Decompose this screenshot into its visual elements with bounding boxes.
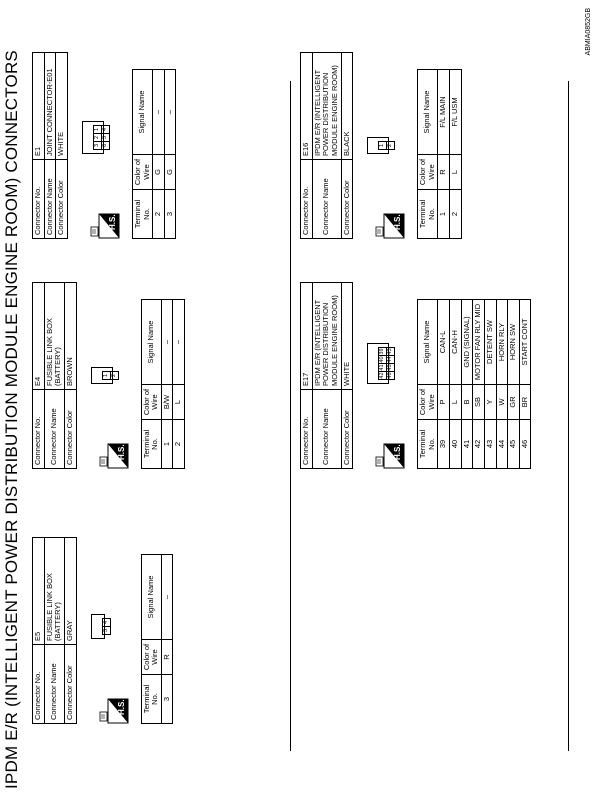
terminal-no-header: Terminal No. bbox=[141, 675, 161, 724]
signal-name: – bbox=[161, 300, 173, 385]
connector-name-value: IPDM E/R (INTELLIGENT POWER DISTRIBUTION MODULE ENGINE ROOM) bbox=[312, 53, 341, 160]
connector-name-row bbox=[44, 53, 56, 239]
pin-3: 3 bbox=[102, 626, 111, 635]
wire-color-header: Color of Wire bbox=[132, 155, 152, 190]
connector-name-row bbox=[44, 283, 64, 469]
terminal-no-header: Terminal No. bbox=[418, 420, 438, 469]
terminal-table bbox=[417, 299, 531, 469]
terminal-no: 46 bbox=[519, 420, 531, 469]
connector-color-row bbox=[341, 283, 353, 469]
connector-no-row bbox=[33, 283, 45, 469]
wire-color: L bbox=[173, 385, 185, 420]
terminal-no: 43 bbox=[484, 420, 496, 469]
connector-no-row bbox=[301, 53, 313, 239]
connector-color-label: Connector Color bbox=[64, 390, 76, 469]
terminal-row bbox=[161, 555, 173, 724]
pin-1: 1 bbox=[378, 141, 387, 150]
terminal-no: 39 bbox=[438, 420, 450, 469]
connector-face bbox=[82, 121, 108, 154]
pin-row-bottom bbox=[378, 141, 394, 149]
terminal-table bbox=[141, 554, 174, 724]
connector-block-e5 bbox=[32, 537, 173, 724]
signal-name: GND (SIGNAL) bbox=[461, 300, 473, 385]
connector-color-value: BLACK bbox=[341, 53, 353, 160]
connector-no-value: E17 bbox=[301, 283, 313, 390]
wire-color: B/W bbox=[161, 385, 173, 420]
pin-2: 2 bbox=[110, 371, 119, 380]
terminal-table bbox=[417, 69, 462, 239]
terminal-row bbox=[438, 70, 450, 239]
pin-row-top bbox=[370, 347, 386, 379]
pin-4: 4 bbox=[101, 125, 110, 134]
signal-name: CAN-L bbox=[438, 300, 450, 385]
hs-badge bbox=[375, 443, 405, 469]
terminal-no: 42 bbox=[473, 420, 485, 469]
wire-color: W bbox=[496, 385, 508, 420]
wire-color-header: Color of Wire bbox=[418, 155, 438, 190]
signal-name: MOTOR FAN RLY MID bbox=[473, 300, 485, 385]
wire-color: R bbox=[438, 155, 450, 190]
pin-row-bottom bbox=[93, 125, 108, 149]
signal-name: F/L MAIN bbox=[438, 70, 450, 155]
connector-name-value: IPDM E/R (INTELLIGENT POWER DISTRIBUTION MODULE ENGINE ROOM) bbox=[312, 283, 341, 390]
connector-name-row bbox=[312, 53, 341, 239]
connector-color-row bbox=[64, 283, 76, 469]
hs-badge bbox=[375, 213, 405, 239]
signal-name-header: Signal Name bbox=[132, 70, 152, 155]
terminal-row bbox=[508, 300, 520, 469]
connector-color-label: Connector Color bbox=[341, 390, 353, 469]
connector-no-label: Connector No. bbox=[301, 160, 313, 239]
pin-4: 4 bbox=[102, 618, 111, 627]
terminal-header-row bbox=[141, 555, 161, 724]
wire-color: L bbox=[450, 385, 462, 420]
connector-info-table bbox=[300, 52, 353, 239]
hs-label: H.S. bbox=[116, 444, 126, 460]
connector-face bbox=[91, 367, 117, 384]
terminal-row bbox=[461, 300, 473, 469]
hs-label: H.S. bbox=[116, 699, 126, 715]
connector-no-label: Connector No. bbox=[33, 160, 45, 239]
terminal-no: 2 bbox=[153, 190, 165, 239]
hs-badge bbox=[99, 698, 129, 724]
connector-color-row bbox=[56, 53, 68, 239]
connector-name-label: Connector Name bbox=[312, 160, 341, 239]
terminal-row bbox=[450, 300, 462, 469]
page-title: IPDM E/R (INTELLIGENT POWER DISTRIBUTION MODULE ENGINE ROOM) CONNECTORS bbox=[2, 50, 21, 789]
connector-figure bbox=[363, 282, 409, 469]
signal-name: – bbox=[164, 70, 176, 155]
pin-3: 3 bbox=[93, 141, 102, 150]
pin-6: 6 bbox=[101, 141, 110, 150]
wire-color: R bbox=[161, 640, 173, 675]
signal-name: F/L USM bbox=[450, 70, 462, 155]
figure-code: ABMIA0852GB bbox=[585, 8, 592, 56]
connector-color-label: Connector Color bbox=[341, 160, 353, 239]
harness-side-icon bbox=[99, 443, 129, 469]
pin-2: 2 bbox=[93, 133, 102, 142]
pin-row-top bbox=[94, 618, 109, 634]
connector-block-e1 bbox=[32, 52, 176, 239]
connector-no-value: E5 bbox=[33, 538, 45, 645]
terminal-row bbox=[173, 300, 185, 469]
hs-label: H.S. bbox=[393, 444, 403, 460]
connector-info-table bbox=[32, 52, 68, 239]
connector-info-table bbox=[300, 282, 353, 469]
terminal-no-header: Terminal No. bbox=[141, 420, 161, 469]
connector-figure bbox=[78, 52, 124, 239]
terminal-header-row bbox=[141, 300, 161, 469]
connector-color-value: WHITE bbox=[341, 283, 353, 390]
signal-name: HORN RLY bbox=[496, 300, 508, 385]
connector-figure bbox=[363, 52, 409, 239]
terminal-no: 2 bbox=[173, 420, 185, 469]
terminal-header-row bbox=[418, 70, 438, 239]
terminal-row bbox=[438, 300, 450, 469]
connector-no-value: E4 bbox=[33, 283, 45, 390]
harness-side-icon bbox=[375, 213, 405, 239]
pin-41: 41 bbox=[379, 364, 386, 371]
terminal-row bbox=[164, 70, 176, 239]
terminal-no: 1 bbox=[161, 420, 173, 469]
signal-name: CAN-H bbox=[450, 300, 462, 385]
terminal-row bbox=[519, 300, 531, 469]
divider-bottom bbox=[568, 81, 569, 751]
hs-label: H.S. bbox=[107, 214, 117, 230]
pin-1: 1 bbox=[102, 371, 111, 380]
harness-side-icon bbox=[90, 213, 120, 239]
pin-1: 1 bbox=[93, 125, 102, 134]
terminal-header-row bbox=[418, 300, 438, 469]
harness-side-icon bbox=[375, 443, 405, 469]
terminal-row bbox=[153, 70, 165, 239]
pin-40: 40 bbox=[379, 356, 386, 363]
connector-color-row bbox=[341, 53, 353, 239]
connector-name-label: Connector Name bbox=[44, 645, 64, 724]
connector-block-e17 bbox=[300, 282, 531, 469]
pin-row-bottom bbox=[378, 347, 394, 379]
wire-color: L bbox=[450, 155, 462, 190]
terminal-no: 2 bbox=[450, 190, 462, 239]
signal-name: DETENT SW bbox=[484, 300, 496, 385]
pin-row-top bbox=[94, 371, 109, 379]
pin-5: 5 bbox=[101, 133, 110, 142]
wire-color: BR bbox=[519, 385, 531, 420]
terminal-row bbox=[450, 70, 462, 239]
signal-name: – bbox=[173, 300, 185, 385]
terminal-row bbox=[496, 300, 508, 469]
divider-top bbox=[290, 81, 291, 751]
connector-face bbox=[91, 614, 109, 639]
signal-name-header: Signal Name bbox=[418, 70, 438, 155]
terminal-no: 41 bbox=[461, 420, 473, 469]
connector-color-value: BROWN bbox=[64, 283, 76, 390]
pin-39: 39 bbox=[379, 348, 386, 355]
signal-name: – bbox=[153, 70, 165, 155]
hs-badge bbox=[99, 443, 129, 469]
hs-label: H.S. bbox=[393, 214, 403, 230]
connector-figure bbox=[87, 282, 133, 469]
signal-name: START CONT bbox=[519, 300, 531, 385]
pin-row-top bbox=[85, 125, 100, 149]
wire-color-header: Color of Wire bbox=[141, 385, 161, 420]
connector-face bbox=[367, 137, 394, 154]
pin-46: 46 bbox=[387, 372, 394, 379]
signal-name-header: Signal Name bbox=[141, 555, 161, 640]
connector-no-value: E16 bbox=[301, 53, 313, 160]
connector-no-label: Connector No. bbox=[301, 390, 313, 469]
hs-badge bbox=[90, 213, 120, 239]
terminal-header-row bbox=[132, 70, 152, 239]
pin-43: 43 bbox=[387, 348, 394, 355]
connector-name-value: FUSIBLE LINK BOX (BATTERY) bbox=[44, 283, 64, 390]
terminal-no-header: Terminal No. bbox=[418, 190, 438, 239]
connector-color-row bbox=[64, 538, 76, 724]
wire-color: Y bbox=[484, 385, 496, 420]
wire-color: P bbox=[438, 385, 450, 420]
connector-name-value: JOINT CONNECTOR-E01 bbox=[44, 53, 56, 160]
connector-no-row bbox=[301, 283, 313, 469]
connector-name-label: Connector Name bbox=[44, 160, 56, 239]
terminal-table bbox=[132, 69, 177, 239]
connector-info-table bbox=[32, 282, 77, 469]
connector-name-row bbox=[312, 283, 341, 469]
pin-2: 2 bbox=[386, 141, 395, 150]
terminal-no: 45 bbox=[508, 420, 520, 469]
wire-color-header: Color of Wire bbox=[418, 385, 438, 420]
connector-name-label: Connector Name bbox=[44, 390, 64, 469]
terminal-no: 1 bbox=[438, 190, 450, 239]
terminal-no: 40 bbox=[450, 420, 462, 469]
connector-block-e4 bbox=[32, 282, 185, 469]
terminal-no: 44 bbox=[496, 420, 508, 469]
pin-row-bottom bbox=[102, 371, 117, 379]
connector-no-row bbox=[33, 53, 45, 239]
terminal-no: 3 bbox=[161, 675, 173, 724]
terminal-row bbox=[473, 300, 485, 469]
harness-side-icon bbox=[99, 698, 129, 724]
connector-no-label: Connector No. bbox=[33, 390, 45, 469]
connector-no-label: Connector No. bbox=[33, 645, 45, 724]
terminal-no-header: Terminal No. bbox=[132, 190, 152, 239]
terminal-row bbox=[484, 300, 496, 469]
wire-color: G bbox=[153, 155, 165, 190]
connector-color-value: GRAY bbox=[64, 538, 76, 645]
terminal-row bbox=[161, 300, 173, 469]
wire-color: G bbox=[164, 155, 176, 190]
connector-name-value: FUSIBLE LINK BOX (BATTERY) bbox=[44, 538, 64, 645]
wire-color-header: Color of Wire bbox=[141, 640, 161, 675]
signal-name: HORN SW bbox=[508, 300, 520, 385]
connector-info-table bbox=[32, 537, 77, 724]
connector-block-e16 bbox=[300, 52, 462, 239]
connector-face bbox=[367, 343, 394, 384]
connector-color-label: Connector Color bbox=[56, 160, 68, 239]
connector-figure bbox=[87, 537, 133, 724]
signal-name: – bbox=[161, 555, 173, 640]
signal-name-header: Signal Name bbox=[141, 300, 161, 385]
terminal-table bbox=[141, 299, 186, 469]
pin-row-top bbox=[370, 141, 386, 149]
connector-color-value: WHITE bbox=[56, 53, 68, 160]
connector-no-row bbox=[33, 538, 45, 724]
wire-color: GR bbox=[508, 385, 520, 420]
wire-color: SB bbox=[473, 385, 485, 420]
connector-name-row bbox=[44, 538, 64, 724]
connector-no-value: E1 bbox=[33, 53, 45, 160]
connector-color-label: Connector Color bbox=[64, 645, 76, 724]
pin-44: 44 bbox=[387, 356, 394, 363]
terminal-no: 3 bbox=[164, 190, 176, 239]
pin-45: 45 bbox=[387, 364, 394, 371]
wire-color: B bbox=[461, 385, 473, 420]
signal-name-header: Signal Name bbox=[418, 300, 438, 385]
pin-42: 42 bbox=[379, 372, 386, 379]
connector-name-label: Connector Name bbox=[312, 390, 341, 469]
